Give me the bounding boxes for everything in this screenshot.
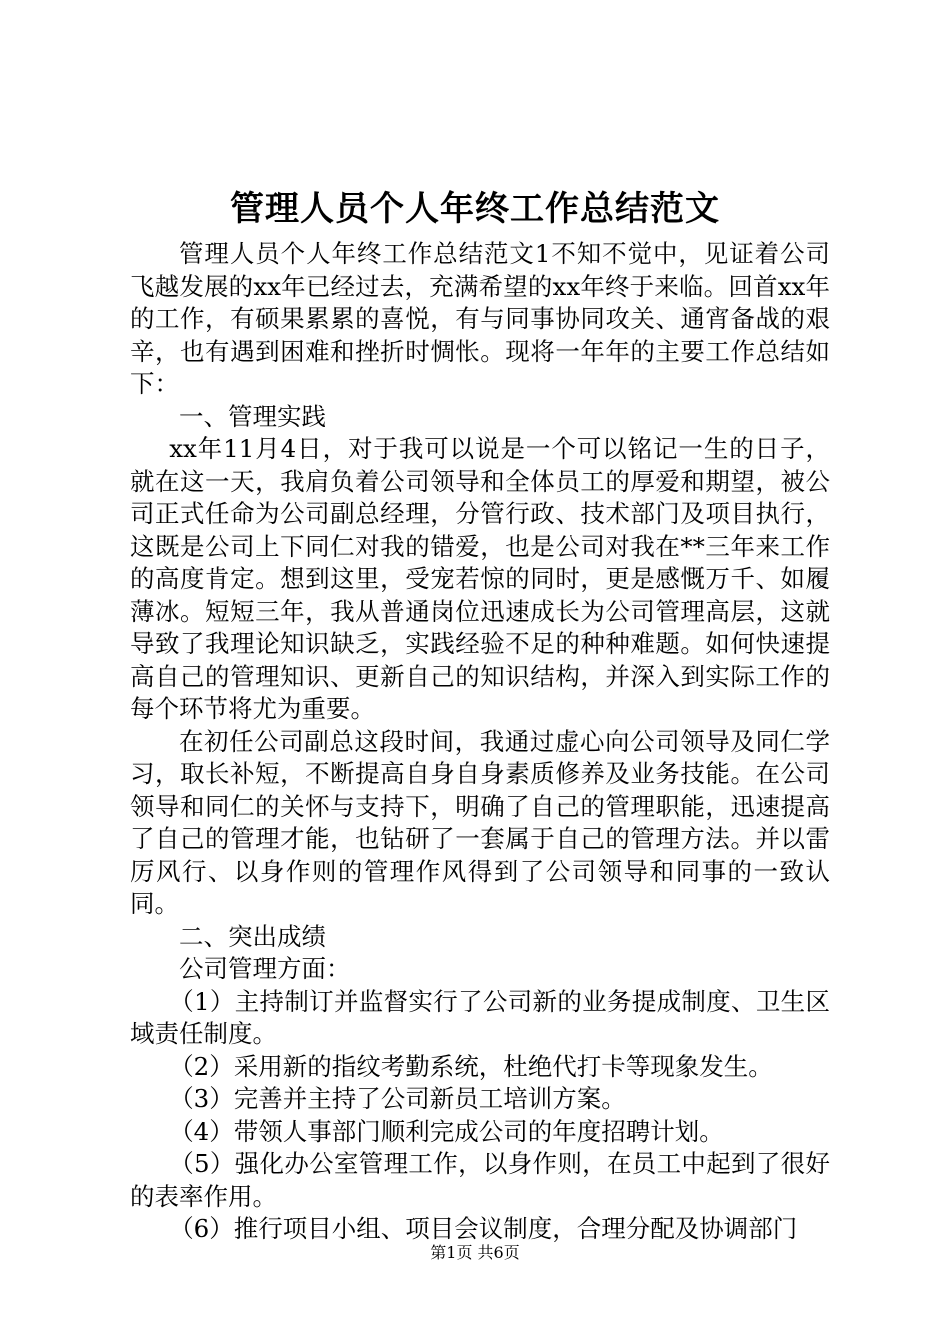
paragraph-learning: 在初任公司副总这段时间，我通过虚心向公司领导及同仁学习，取长补短，不断提高自身自身素质修养及业务技能。在公司领导和同仁的关怀与支持下，明确了自己的管理职能，迅速提高了自己的管理才能，也钻研了一套属于自己的管理方法。并以雷厉风行、以身作则的管理作风得到了公司领导和同事的一致认同。 (130, 726, 830, 918)
list-item-1: （1）主持制订并监督实行了公司新的业务提成制度、卫生区域责任制度。 (130, 986, 830, 1048)
page-footer: 第1页 共6页 (430, 1243, 520, 1262)
document-title: 管理人员个人年终工作总结范文 (230, 189, 720, 229)
section-heading-management-practice: 一、管理实践 (179, 401, 326, 431)
document-body (130, 238, 830, 1246)
list-item-5: （5）强化办公室管理工作，以身作则，在员工中起到了很好的表率作用。 (130, 1149, 830, 1211)
section-heading-achievements: 二、突出成绩 (179, 921, 326, 951)
intro-paragraph: 管理人员个人年终工作总结范文1不知不觉中，见证着公司飞越发展的xx年已经过去，充满希望的xx年终于来临。回首xx年的工作，有硕果累累的喜悦，有与同事协同攻关、通宵备战的艰辛，也有遇到困难和挫折时惆怅。现将一年年的主要工作总结如下： (130, 239, 830, 398)
list-item-6: （6）推行项目小组、项目会议制度，合理分配及协调部门 (169, 1214, 798, 1243)
subheading-company-management: 公司管理方面： (179, 954, 351, 983)
list-item-2: （2）采用新的指纹考勤系统，杜绝代打卡等现象发生。 (169, 1051, 773, 1081)
paragraph-appointment: xx年11月4日，对于我可以说是一个可以铭记一生的日子，就在这一天，我肩负着公司领导和全体员工的厚爱和期望，被公司正式任命为公司副总经理，分管行政、技术部门及项目执行，这既是公司上下同仁对我的错爱，也是公司对我在**三年来工作的高度肯定。想到这里，受宠若惊的同时，更是感慨万千、如履薄冰。短短三年，我从普通岗位迅速成长为公司管理高层，这就导致了我理论知识缺乏，实践经验不足的种种难题。如何快速提高自己的管理知识、更新自己的知识结构，并深入到实际工作的每个环节将尤为重要。 (130, 434, 830, 723)
list-item-3: （3）完善并主持了公司新员工培训方案。 (169, 1084, 626, 1113)
list-item-4: （4）带领人事部门顺利完成公司的年度招聘计划。 (169, 1116, 724, 1146)
